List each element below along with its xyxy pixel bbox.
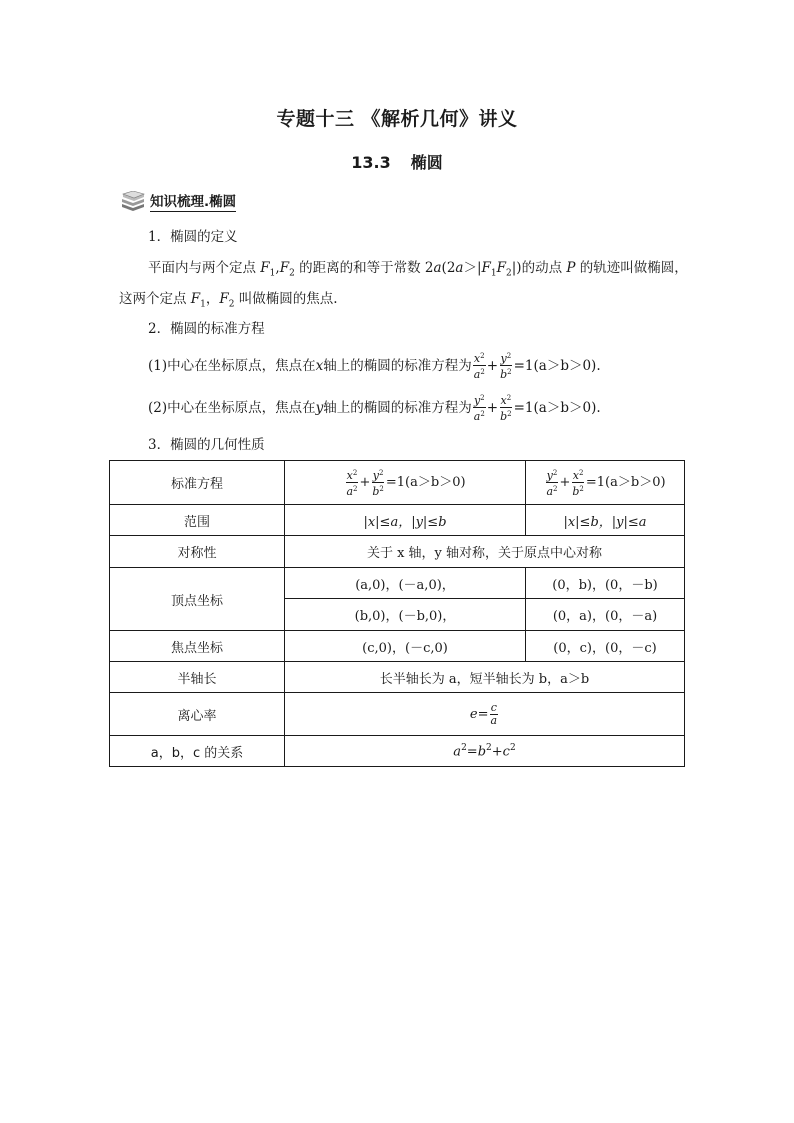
row-label-range: 范围 <box>110 505 285 536</box>
fraction: $\frac{y^2}{b^2}$ <box>500 352 512 381</box>
table-row <box>110 568 685 599</box>
vertices-y-major: (0，a)，(0，－a) <box>526 599 685 631</box>
range-y: |x|≤b，|y|≤a <box>526 505 685 536</box>
table-row <box>110 631 685 662</box>
row-label-standard: 标准方程 <box>110 461 285 505</box>
standard-eq-y: $\frac{y^2}{a^2}$ + $\frac{x^2}{b^2}$ =1(a＞b＞0) <box>526 461 685 505</box>
fraction: $\frac{x^2}{a^2}$ <box>473 352 485 381</box>
symmetry-value: 关于 x 轴，y 轴对称，关于原点中心对称 <box>285 536 685 568</box>
page-subtitle <box>0 150 794 173</box>
section-heading <box>120 190 236 212</box>
row-label-symmetry: 对称性 <box>110 536 285 568</box>
row-label-eccentricity: 离心率 <box>110 693 285 736</box>
standard-eq-x: $\frac{x^2}{a^2}$ + $\frac{y^2}{b^2}$ =1(a＞b＞0) <box>285 461 526 505</box>
geometry-heading: 3．椭圆的几何性质 <box>148 437 265 453</box>
table-row <box>110 736 685 767</box>
relation-value: $a^2=b^2+c^2$ <box>285 736 685 767</box>
row-label-foci: 焦点坐标 <box>110 631 285 662</box>
row-label-axes: 半轴长 <box>110 662 285 693</box>
range-x: |x|≤a，|y|≤b <box>285 505 526 536</box>
subtitle-text: 椭圆 <box>410 153 443 172</box>
fraction: $\frac{x^2}{b^2}$ <box>500 394 512 423</box>
row-label-relation: a，b，c 的关系 <box>110 736 285 767</box>
books-icon <box>120 191 146 211</box>
table-row <box>110 693 685 736</box>
table-row <box>110 461 685 505</box>
axes-value: 长半轴长为 a，短半轴长为 b，a＞b <box>285 662 685 693</box>
foci-x: (c,0)，(－c,0) <box>285 631 526 662</box>
row-label-vertices: 顶点坐标 <box>110 568 285 631</box>
standard-item-1: (1)中心在坐标原点，焦点在 x 轴上的椭圆的标准方程为 $\frac{x^2}{a^2}$ + $\frac{y^2}{b^2}$ =1(a＞b＞0). <box>148 352 601 381</box>
foci-y: (0，c)，(0，－c) <box>526 631 685 662</box>
definition-heading: 1．椭圆的定义 <box>148 229 238 245</box>
fraction: $\frac{y^2}{a^2}$ <box>473 394 485 423</box>
standard-heading: 2．椭圆的标准方程 <box>148 321 265 337</box>
definition-line-1: 平面内与两个定点 $F_1,F_2$ 的距离的和等于常数 $2a(2a>|F_1F_2|)$的动点 P 的轨迹叫做椭圆， <box>148 260 688 279</box>
table-row <box>110 505 685 536</box>
eccentricity-value: e= $\frac{c}{a}$ <box>285 693 685 736</box>
vertices-x-minor: (b,0)，(－b,0)， <box>285 599 526 631</box>
table-row <box>110 662 685 693</box>
definition-line-2: 这两个定点 $F_1$，$F_2$ 叫做椭圆的焦点. <box>119 291 338 310</box>
vertices-y-minor: (0，b)，(0，－b) <box>526 568 685 599</box>
page-title: 专题十三 《解析几何》讲义 <box>276 108 518 130</box>
subtitle-number: 13.3 <box>351 153 391 172</box>
section-label: 知识梳理.椭圆 <box>150 190 236 212</box>
properties-table <box>109 460 685 767</box>
vertices-x-major: (a,0)，(－a,0)， <box>285 568 526 599</box>
table-row <box>110 536 685 568</box>
standard-item-2: (2)中心在坐标原点，焦点在 y 轴上的椭圆的标准方程为 $\frac{y^2}{a^2}$ + $\frac{x^2}{b^2}$ =1(a＞b＞0). <box>148 394 601 423</box>
